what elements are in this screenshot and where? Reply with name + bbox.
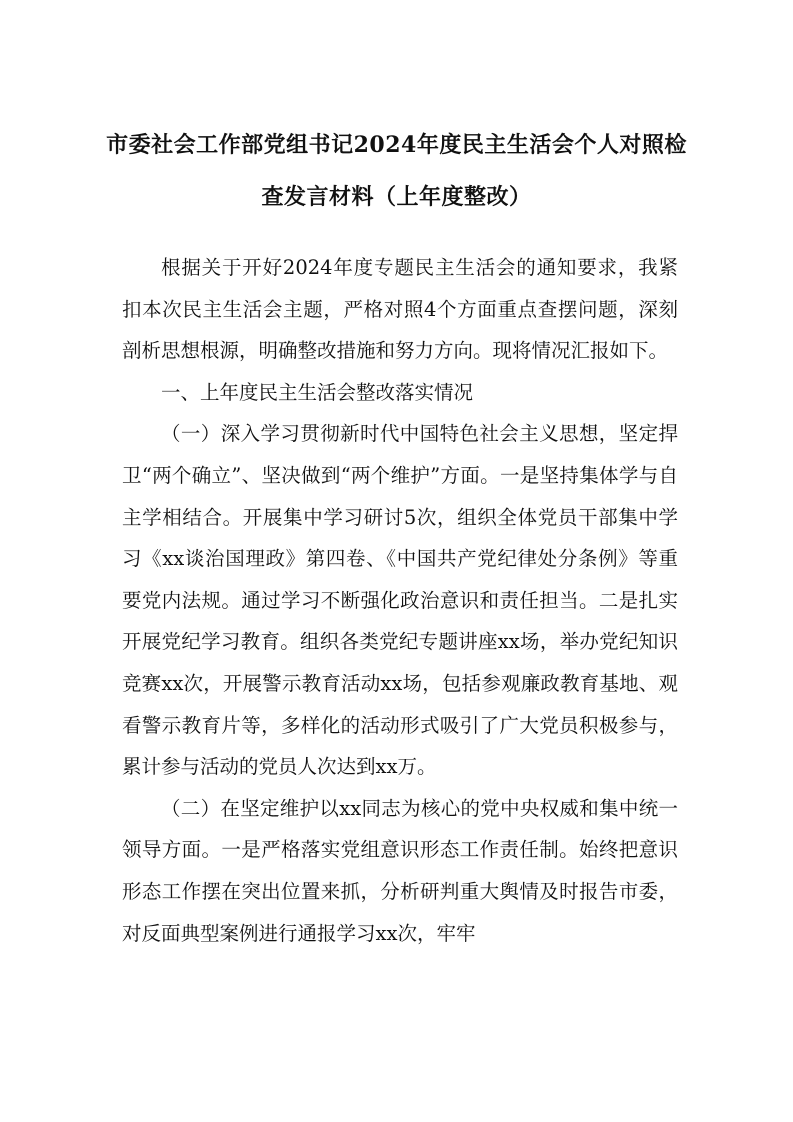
document-body bbox=[122, 247, 678, 954]
section-heading-1: 一、上年度民主生活会整改落实情况 bbox=[161, 380, 474, 404]
intro-paragraph: 根据关于开好2024年度专题民主生活会的通知要求，我紧扣本次民主生活会主题，严格对照4个方面重点查摆问题，深刻剖析思想根源，明确整改措施和努力方向。现将情况汇报如下。 bbox=[122, 256, 678, 363]
document-title-line-1: 市委社会工作部党组书记2024年度民主生活会个人对照检 bbox=[106, 132, 687, 158]
document-title-line-2: 查发言材料（上年度整改） bbox=[261, 184, 532, 210]
subsection-paragraph-1: （一）深入学习贯彻新时代中国特色社会主义思想，坚定捍卫“两个确立”、坚决做到“两个维护”方面。一是坚持集体学与自主学相结合。开展集中学习研讨5次，组织全体党员干部集中学习《xx谈治国理政》第四卷、《中国共产党纪律处分条例》等重要党内法规。通过学习不断强化政治意识和责任担当。二是扎实开展党纪学习教育。组织各类党纪专题讲座xx场，举办党纪知识竞赛xx次，开展警示教育活动xx场，包括参观廉政教育基地、观看警示教育片等，多样化的活动形式吸引了广大党员积极参与，累计参与活动的党员人次达到xx万。 bbox=[122, 422, 678, 779]
subsection-paragraph-2: （二）在坚定维护以xx同志为核心的党中央权威和集中统一领导方面。一是严格落实党组意识形态工作责任制。始终把意识形态工作摆在突出位置来抓，分析研判重大舆情及时报告市委，对反面典型案例进行通报学习xx次，牢牢 bbox=[122, 796, 678, 945]
